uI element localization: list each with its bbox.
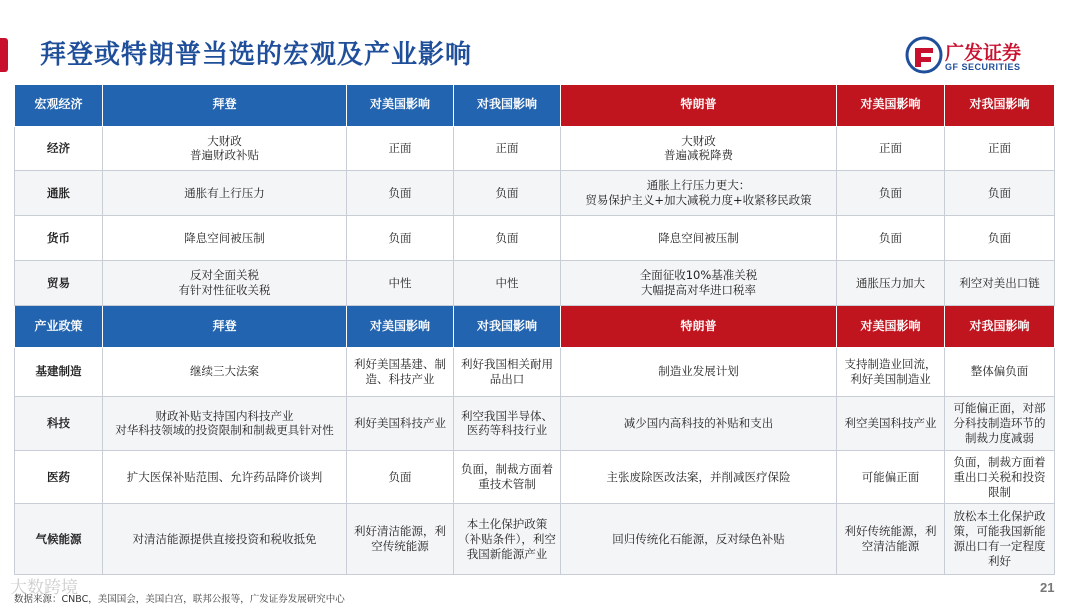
cell-trump-us-impact: 负面	[837, 216, 945, 261]
cell-row-label: 货币	[15, 216, 103, 261]
cell-trump-policy: 制造业发展计划	[561, 347, 837, 396]
column-header-biden-policy: 拜登	[103, 306, 347, 348]
cell-trump-us-impact: 可能偏正面	[837, 450, 945, 504]
cell-biden-cn-impact: 正面	[454, 126, 561, 171]
table-row	[15, 397, 1055, 451]
cell-biden-us-impact: 利好清洁能源，利空传统能源	[347, 504, 454, 575]
cell-biden-us-impact: 正面	[347, 126, 454, 171]
brand-logo	[905, 36, 1055, 76]
cell-biden-policy: 反对全面关税 有针对性征收关税	[103, 261, 347, 306]
table-row	[15, 504, 1055, 575]
cell-trump-policy: 主张废除医改法案，并削减医疗保险	[561, 450, 837, 504]
cell-biden-cn-impact: 负面，制裁方面着重技术管制	[454, 450, 561, 504]
table-row	[15, 126, 1055, 171]
cell-row-label: 科技	[15, 397, 103, 451]
cell-biden-policy: 扩大医保补贴范围、允许药品降价谈判	[103, 450, 347, 504]
cell-biden-cn-impact: 利好我国相关耐用品出口	[454, 347, 561, 396]
cell-trump-policy: 全面征收10%基准关税 大幅提高对华进口税率	[561, 261, 837, 306]
cell-trump-us-impact: 支持制造业回流，利好美国制造业	[837, 347, 945, 396]
cell-trump-us-impact: 正面	[837, 126, 945, 171]
slide-title: 拜登或特朗普当选的宏观及产业影响	[40, 40, 473, 70]
table-row	[15, 171, 1055, 216]
cell-trump-us-impact: 利好传统能源，利空清洁能源	[837, 504, 945, 575]
cell-row-label: 贸易	[15, 261, 103, 306]
cell-trump-policy: 降息空间被压制	[561, 216, 837, 261]
cell-row-label: 医药	[15, 450, 103, 504]
industry-header-row	[15, 306, 1055, 348]
cell-trump-cn-impact: 负面	[945, 216, 1055, 261]
cell-biden-policy: 通胀有上行压力	[103, 171, 347, 216]
column-header-biden-policy: 拜登	[103, 85, 347, 127]
cell-biden-us-impact: 中性	[347, 261, 454, 306]
title-accent-bar	[0, 38, 8, 72]
table-row	[15, 347, 1055, 396]
cell-trump-policy: 减少国内高科技的补贴和支出	[561, 397, 837, 451]
macro-header-row	[15, 85, 1055, 127]
logo-english-name: GF SECURITIES	[945, 62, 1021, 72]
cell-trump-cn-impact: 负面，制裁方面着重出口关税和投资限制	[945, 450, 1055, 504]
cell-biden-us-impact: 负面	[347, 171, 454, 216]
column-header-biden-us-impact: 对美国影响	[347, 85, 454, 127]
column-header-trump-policy: 特朗普	[561, 306, 837, 348]
column-header-biden-us-impact: 对美国影响	[347, 306, 454, 348]
source-footnote: 数据来源：CNBC，美国国会，美国白宫，联邦公报等，广发证券发展研究中心	[14, 594, 345, 605]
cell-trump-policy: 大财政 普遍减税降费	[561, 126, 837, 171]
column-header-trump-cn-impact: 对我国影响	[945, 306, 1055, 348]
cell-biden-us-impact: 负面	[347, 450, 454, 504]
page-number: 21	[1040, 580, 1055, 595]
cell-biden-policy: 降息空间被压制	[103, 216, 347, 261]
gf-logo-icon	[905, 36, 943, 74]
cell-trump-cn-impact: 负面	[945, 171, 1055, 216]
column-header-trump-us-impact: 对美国影响	[837, 306, 945, 348]
cell-biden-cn-impact: 本土化保护政策（补贴条件），利空我国新能源产业	[454, 504, 561, 575]
cell-row-label: 气候能源	[15, 504, 103, 575]
comparison-table	[14, 84, 1055, 575]
column-header-row-label: 宏观经济	[15, 85, 103, 127]
column-header-row-label: 产业政策	[15, 306, 103, 348]
cell-biden-policy: 财政补贴支持国内科技产业 对华科技领域的投资限制和制裁更具针对性	[103, 397, 347, 451]
cell-trump-cn-impact: 可能偏正面，对部分科技制造环节的制裁力度减弱	[945, 397, 1055, 451]
cell-biden-policy: 大财政 普遍财政补贴	[103, 126, 347, 171]
cell-biden-us-impact: 利好美国基建、制造、科技产业	[347, 347, 454, 396]
cell-biden-cn-impact: 负面	[454, 216, 561, 261]
table-row	[15, 216, 1055, 261]
cell-row-label: 基建制造	[15, 347, 103, 396]
column-header-biden-cn-impact: 对我国影响	[454, 306, 561, 348]
cell-trump-cn-impact: 整体偏负面	[945, 347, 1055, 396]
column-header-trump-us-impact: 对美国影响	[837, 85, 945, 127]
cell-trump-us-impact: 负面	[837, 171, 945, 216]
cell-biden-us-impact: 负面	[347, 216, 454, 261]
cell-trump-policy: 通胀上行压力更大： 贸易保护主义+加大减税力度+收紧移民政策	[561, 171, 837, 216]
logo-chinese-name: 广发证券	[945, 42, 1022, 64]
cell-trump-cn-impact: 放松本土化保护政策，可能我国新能源出口有一定程度利好	[945, 504, 1055, 575]
table-row	[15, 261, 1055, 306]
cell-biden-us-impact: 利好美国科技产业	[347, 397, 454, 451]
cell-biden-cn-impact: 负面	[454, 171, 561, 216]
cell-biden-policy: 对清洁能源提供直接投资和税收抵免	[103, 504, 347, 575]
watermark-text: 大数跨境	[10, 578, 78, 598]
cell-row-label: 经济	[15, 126, 103, 171]
cell-trump-cn-impact: 正面	[945, 126, 1055, 171]
table-row	[15, 450, 1055, 504]
cell-biden-cn-impact: 中性	[454, 261, 561, 306]
cell-trump-cn-impact: 利空对美出口链	[945, 261, 1055, 306]
cell-trump-us-impact: 通胀压力加大	[837, 261, 945, 306]
column-header-trump-policy: 特朗普	[561, 85, 837, 127]
cell-trump-policy: 回归传统化石能源，反对绿色补贴	[561, 504, 837, 575]
cell-biden-cn-impact: 利空我国半导体、医药等科技行业	[454, 397, 561, 451]
cell-trump-us-impact: 利空美国科技产业	[837, 397, 945, 451]
cell-biden-policy: 继续三大法案	[103, 347, 347, 396]
column-header-biden-cn-impact: 对我国影响	[454, 85, 561, 127]
column-header-trump-cn-impact: 对我国影响	[945, 85, 1055, 127]
cell-row-label: 通胀	[15, 171, 103, 216]
